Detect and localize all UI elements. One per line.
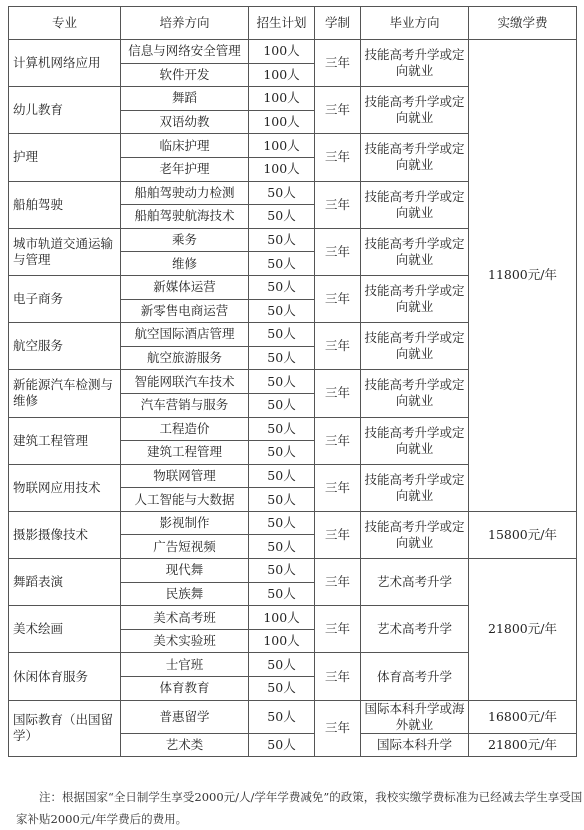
direction-name: 工程造价 (121, 417, 249, 441)
graduation-outcome: 技能高考升学或定向就业 (361, 323, 469, 370)
enrollment-plan: 100人 (249, 40, 315, 64)
duration: 三年 (315, 228, 361, 275)
table-row (9, 700, 577, 733)
table-row (9, 559, 577, 583)
enrollment-plan: 50人 (249, 700, 315, 733)
major-name: 新能源汽车检测与维修 (9, 370, 121, 417)
enrollment-plan: 50人 (249, 464, 315, 488)
major-name: 摄影摄像技术 (9, 511, 121, 558)
enrollment-plan: 50人 (249, 275, 315, 299)
major-name: 休闲体育服务 (9, 653, 121, 700)
major-name: 舞蹈表演 (9, 559, 121, 606)
direction-name: 美术高考班 (121, 606, 249, 630)
header-direction: 培养方向 (121, 7, 249, 40)
graduation-outcome: 国际本科升学或海外就业 (361, 700, 469, 733)
enrollment-plan: 100人 (249, 629, 315, 653)
direction-name: 软件开发 (121, 63, 249, 87)
graduation-outcome: 技能高考升学或定向就业 (361, 134, 469, 181)
graduation-outcome: 技能高考升学或定向就业 (361, 275, 469, 322)
header-duration: 学制 (315, 7, 361, 40)
duration: 三年 (315, 464, 361, 511)
major-name: 电子商务 (9, 275, 121, 322)
direction-name: 影视制作 (121, 511, 249, 535)
direction-name: 航空国际酒店管理 (121, 323, 249, 347)
direction-name: 美术实验班 (121, 629, 249, 653)
policy-note: 注：根据国家“全日制学生享受2000元/人/学年学费减免”的政策，我校实缴学费标准为已经减去学生享受国家补贴2000元/年学费后的费用。 (16, 790, 583, 826)
duration: 三年 (315, 370, 361, 417)
direction-name: 人工智能与大数据 (121, 488, 249, 512)
enrollment-plan: 100人 (249, 63, 315, 87)
header-fee: 实缴学费 (469, 7, 577, 40)
enrollment-plan: 50人 (249, 299, 315, 323)
major-name: 航空服务 (9, 323, 121, 370)
major-name: 物联网应用技术 (9, 464, 121, 511)
direction-name: 建筑工程管理 (121, 441, 249, 465)
direction-name: 双语幼教 (121, 110, 249, 134)
graduation-outcome: 技能高考升学或定向就业 (361, 228, 469, 275)
major-name: 船舶驾驶 (9, 181, 121, 228)
graduation-outcome: 艺术高考升学 (361, 606, 469, 653)
enrollment-table-document (8, 6, 583, 826)
direction-name: 普惠留学 (121, 700, 249, 733)
graduation-outcome: 技能高考升学或定向就业 (361, 40, 469, 87)
enrollment-table (8, 6, 577, 757)
duration: 三年 (315, 653, 361, 700)
enrollment-plan: 50人 (249, 181, 315, 205)
enrollment-plan: 50人 (249, 488, 315, 512)
enrollment-plan: 50人 (249, 228, 315, 252)
duration: 三年 (315, 275, 361, 322)
enrollment-plan: 50人 (249, 417, 315, 441)
tuition-fee: 21800元/年 (469, 733, 577, 757)
duration: 三年 (315, 134, 361, 181)
enrollment-plan: 50人 (249, 205, 315, 229)
enrollment-plan: 50人 (249, 370, 315, 394)
tuition-fee: 21800元/年 (469, 559, 577, 701)
direction-name: 船舶驾驶航海技术 (121, 205, 249, 229)
direction-name: 乘务 (121, 228, 249, 252)
direction-name: 物联网管理 (121, 464, 249, 488)
duration: 三年 (315, 511, 361, 558)
duration: 三年 (315, 417, 361, 464)
enrollment-plan: 50人 (249, 393, 315, 417)
graduation-outcome: 技能高考升学或定向就业 (361, 370, 469, 417)
tuition-fee: 15800元/年 (469, 511, 577, 558)
duration: 三年 (315, 181, 361, 228)
graduation-outcome: 艺术高考升学 (361, 559, 469, 606)
direction-name: 老年护理 (121, 157, 249, 181)
direction-name: 新零售电商运营 (121, 299, 249, 323)
enrollment-plan: 100人 (249, 110, 315, 134)
enrollment-plan: 50人 (249, 535, 315, 559)
duration: 三年 (315, 87, 361, 134)
graduation-outcome: 技能高考升学或定向就业 (361, 464, 469, 511)
direction-name: 船舶驾驶动力检测 (121, 181, 249, 205)
duration: 三年 (315, 606, 361, 653)
direction-name: 体育教育 (121, 677, 249, 701)
enrollment-plan: 100人 (249, 606, 315, 630)
enrollment-plan: 50人 (249, 653, 315, 677)
enrollment-plan: 50人 (249, 582, 315, 606)
graduation-outcome: 技能高考升学或定向就业 (361, 417, 469, 464)
enrollment-plan: 50人 (249, 252, 315, 276)
enrollment-plan: 100人 (249, 134, 315, 158)
major-name: 美术绘画 (9, 606, 121, 653)
table-header-row (9, 7, 577, 40)
direction-name: 信息与网络安全管理 (121, 40, 249, 64)
graduation-outcome: 体育高考升学 (361, 653, 469, 700)
graduation-outcome: 技能高考升学或定向就业 (361, 511, 469, 558)
major-name: 护理 (9, 134, 121, 181)
direction-name: 舞蹈 (121, 87, 249, 111)
enrollment-plan: 50人 (249, 441, 315, 465)
header-outcome: 毕业方向 (361, 7, 469, 40)
enrollment-plan: 50人 (249, 559, 315, 583)
direction-name: 士官班 (121, 653, 249, 677)
direction-name: 新媒体运营 (121, 275, 249, 299)
graduation-outcome: 技能高考升学或定向就业 (361, 87, 469, 134)
enrollment-plan: 50人 (249, 346, 315, 370)
graduation-outcome: 技能高考升学或定向就业 (361, 181, 469, 228)
duration: 三年 (315, 40, 361, 87)
header-major: 专业 (9, 7, 121, 40)
enrollment-plan: 100人 (249, 157, 315, 181)
enrollment-plan: 100人 (249, 87, 315, 111)
header-plan: 招生计划 (249, 7, 315, 40)
direction-name: 临床护理 (121, 134, 249, 158)
direction-name: 维修 (121, 252, 249, 276)
direction-name: 民族舞 (121, 582, 249, 606)
direction-name: 现代舞 (121, 559, 249, 583)
enrollment-plan: 50人 (249, 511, 315, 535)
major-name: 幼儿教育 (9, 87, 121, 134)
direction-name: 汽车营销与服务 (121, 393, 249, 417)
duration: 三年 (315, 700, 361, 757)
major-name: 建筑工程管理 (9, 417, 121, 464)
enrollment-plan: 50人 (249, 323, 315, 347)
major-name: 计算机网络应用 (9, 40, 121, 87)
enrollment-plan: 50人 (249, 677, 315, 701)
tuition-fee: 16800元/年 (469, 700, 577, 733)
graduation-outcome: 国际本科升学 (361, 733, 469, 757)
direction-name: 艺术类 (121, 733, 249, 757)
duration: 三年 (315, 323, 361, 370)
duration: 三年 (315, 559, 361, 606)
direction-name: 广告短视频 (121, 535, 249, 559)
major-name: 国际教育（出国留学） (9, 700, 121, 757)
enrollment-plan: 50人 (249, 733, 315, 757)
table-row (9, 40, 577, 64)
table-row (9, 511, 577, 535)
direction-name: 智能网联汽车技术 (121, 370, 249, 394)
tuition-fee: 11800元/年 (469, 40, 577, 512)
direction-name: 航空旅游服务 (121, 346, 249, 370)
major-name: 城市轨道交通运输与管理 (9, 228, 121, 275)
